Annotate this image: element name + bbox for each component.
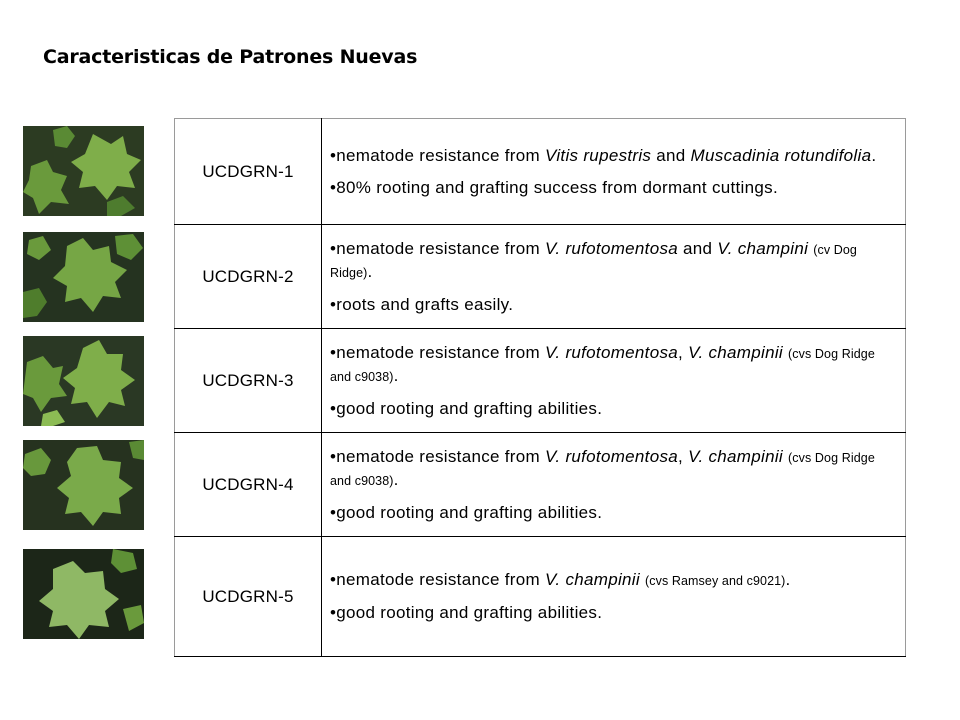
- table-row: [175, 119, 906, 225]
- description-bullet: [330, 446, 897, 492]
- rootstock-name: UCDGRN-2: [175, 225, 322, 329]
- rootstock-name: UCDGRN-5: [175, 537, 322, 657]
- species-name: Muscadinia rotundifolia: [690, 145, 872, 165]
- bullet-text: ,: [678, 446, 689, 466]
- grape-leaf-photo-3: [23, 336, 144, 426]
- species-name: V. rufotomentosa: [545, 238, 679, 258]
- rootstock-table: [174, 118, 906, 657]
- bullet-text: .: [785, 570, 791, 589]
- table-row: [175, 433, 906, 537]
- description-bullet: [330, 602, 897, 624]
- bullet-text: •good rooting and grafting abilities.: [330, 398, 603, 418]
- bullet-text: •80% rooting and grafting success from dormant cuttings.: [330, 177, 778, 197]
- bullet-text: .: [871, 145, 877, 165]
- species-name: V. champini: [717, 238, 809, 258]
- rootstock-description: [322, 433, 906, 537]
- species-name: Vitis rupestris: [545, 145, 652, 165]
- species-name: V. rufotomentosa: [545, 446, 679, 466]
- bullet-text: •good rooting and grafting abilities.: [330, 603, 603, 622]
- grape-leaf-photo-1: [23, 126, 144, 216]
- bullet-text: .: [393, 365, 399, 385]
- rootstock-description: [322, 119, 906, 225]
- grape-leaf-photo-2: [23, 232, 144, 322]
- description-bullet: [330, 569, 897, 592]
- bullet-text: (cvs Dog Ridge and c9038): [330, 346, 875, 384]
- description-bullet: [330, 398, 897, 420]
- rootstock-description: [322, 537, 906, 657]
- species-name: V. rufotomentosa: [545, 342, 679, 362]
- bullet-text: •roots and grafts easily.: [330, 294, 514, 314]
- description-bullet: [330, 238, 897, 284]
- bullet-text: and: [651, 145, 691, 165]
- description-bullet: [330, 145, 897, 167]
- bullet-text: .: [367, 261, 373, 281]
- bullet-text: (cvs Dog Ridge and c9038): [330, 450, 875, 488]
- bullet-text: •nematode resistance from: [330, 342, 546, 362]
- bullet-text: •nematode resistance from: [330, 446, 546, 466]
- table-row: [175, 329, 906, 433]
- rootstock-name: UCDGRN-4: [175, 433, 322, 537]
- species-name: V. champinii: [688, 342, 783, 362]
- description-bullet: [330, 177, 897, 199]
- table-row: [175, 537, 906, 657]
- bullet-text: (cvs Ramsey and c9021): [644, 574, 786, 588]
- description-bullet: [330, 294, 897, 316]
- page-title: Caracteristicas de Patrones Nuevas: [43, 46, 418, 68]
- bullet-text: •nematode resistance from: [330, 145, 546, 165]
- bullet-text: and: [678, 238, 718, 258]
- bullet-text: .: [393, 469, 399, 489]
- species-name: V. champinii: [688, 446, 783, 466]
- rootstock-name: UCDGRN-1: [175, 119, 322, 225]
- species-name: V. champinii: [545, 570, 640, 589]
- bullet-text: ,: [678, 342, 689, 362]
- grape-leaf-photo-4: [23, 440, 144, 530]
- table-row: [175, 225, 906, 329]
- description-bullet: [330, 502, 897, 524]
- rootstock-description: [322, 225, 906, 329]
- grape-leaf-photo-5: [23, 549, 144, 639]
- description-bullet: [330, 342, 897, 388]
- bullet-text: •nematode resistance from: [330, 238, 546, 258]
- bullet-text: (cv Dog Ridge): [330, 242, 857, 280]
- rootstock-description: [322, 329, 906, 433]
- bullet-text: •nematode resistance from: [330, 570, 546, 589]
- rootstock-name: UCDGRN-3: [175, 329, 322, 433]
- bullet-text: •good rooting and grafting abilities.: [330, 502, 603, 522]
